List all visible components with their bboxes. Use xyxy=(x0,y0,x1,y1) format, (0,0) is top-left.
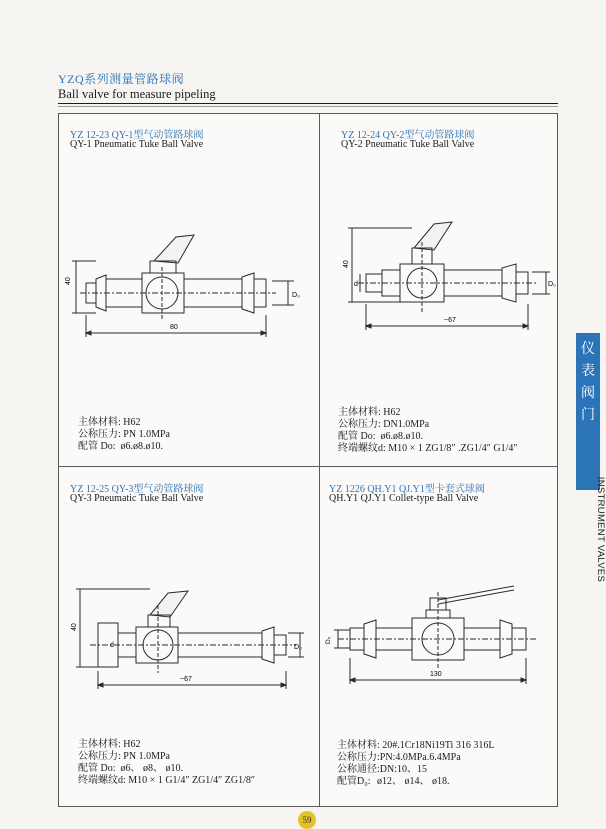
page-number: 59 xyxy=(298,811,316,829)
specs-qy2: 主体材料: H62 公称压力: DN1.0MPa 配管 Do: ø6.ø8.ø10. 终端螺纹d: M10 × 1 ZG1/8″ .ZG1/4″ G1/4″ xyxy=(338,407,518,454)
dim-length: 80 xyxy=(170,324,178,331)
dim-length: 130 xyxy=(430,671,442,678)
drawing-qy3 xyxy=(70,575,310,695)
dim-port: D₀ xyxy=(294,644,302,651)
page-header-en: Ball valve for measure pipeling xyxy=(58,87,216,101)
panel-model: YZ 12-23 QY-1型气动管路球阀 xyxy=(70,130,204,141)
panel-name: QY-1 Pneumatic Tuke Ball Valve xyxy=(70,139,204,150)
panel-model: YZ 12-24 QY-2型气动管路球阀 xyxy=(341,130,475,141)
page-header-zh: YZQ系列测量管路球阀 xyxy=(58,72,185,86)
side-tab-char: 门 xyxy=(581,408,595,423)
panel-name: QH.Y1 QJ.Y1 Collet-type Ball Valve xyxy=(329,493,479,504)
header-rule-thin xyxy=(58,106,558,107)
side-tab xyxy=(576,333,600,490)
frame-divider-horizontal xyxy=(58,466,558,467)
frame-divider-vertical xyxy=(319,113,320,807)
dim-port: D₀ xyxy=(325,636,332,644)
dim-length: ~67 xyxy=(180,676,192,683)
specs-qy1: 主体材料: H62 公称压力: PN 1.0MPa 配管 Do: ø6.ø8.ø10. xyxy=(78,417,170,452)
panel-model: YZ 12-25 QY-3型气动管路球阀 xyxy=(70,484,204,495)
panel-name: QY-3 Pneumatic Tuke Ball Valve xyxy=(70,493,204,504)
panel-name: QY-2 Pneumatic Tuke Ball Valve xyxy=(341,139,475,150)
dim-height: 40 xyxy=(343,260,350,268)
dim-thread: d xyxy=(110,642,114,649)
side-label-en: INSTRUMENT VALVES xyxy=(595,476,606,583)
dim-thread: d xyxy=(354,281,358,288)
panel-model: YZ 1226 QH.Y1 QJ.Y1型卡套式球阀 xyxy=(329,484,485,495)
dim-length: ~67 xyxy=(444,317,456,324)
dim-port: D₀ xyxy=(548,281,556,288)
header-rule xyxy=(58,103,558,104)
drawing-qhy1 xyxy=(326,578,556,698)
side-tab-char: 表 xyxy=(581,364,595,379)
drawing-qy1 xyxy=(66,215,312,345)
side-tab-char: 阀 xyxy=(581,386,595,401)
specs-qhy1: 主体材料: 20#.1Cr18Ni19Ti 316 316L 公称压力:PN:4.0MPa.6.4MPa 公称通径:DN:10、15 配管D₀: ø12、 ø14、 ø18. xyxy=(337,740,495,787)
dim-height: 40 xyxy=(65,277,72,285)
drawing-qy2 xyxy=(326,218,556,348)
dim-port: D₀ xyxy=(292,292,300,299)
side-tab-char: 仪 xyxy=(581,342,595,357)
dim-height: 40 xyxy=(71,623,78,631)
specs-qy3: 主体材料: H62 公称压力: PN 1.0MPa 配管 Do: ø6、 ø8、 ø10. 终端螺纹d: M10 × 1 G1/4″ ZG1/4″ ZG1/8″ xyxy=(78,739,256,786)
